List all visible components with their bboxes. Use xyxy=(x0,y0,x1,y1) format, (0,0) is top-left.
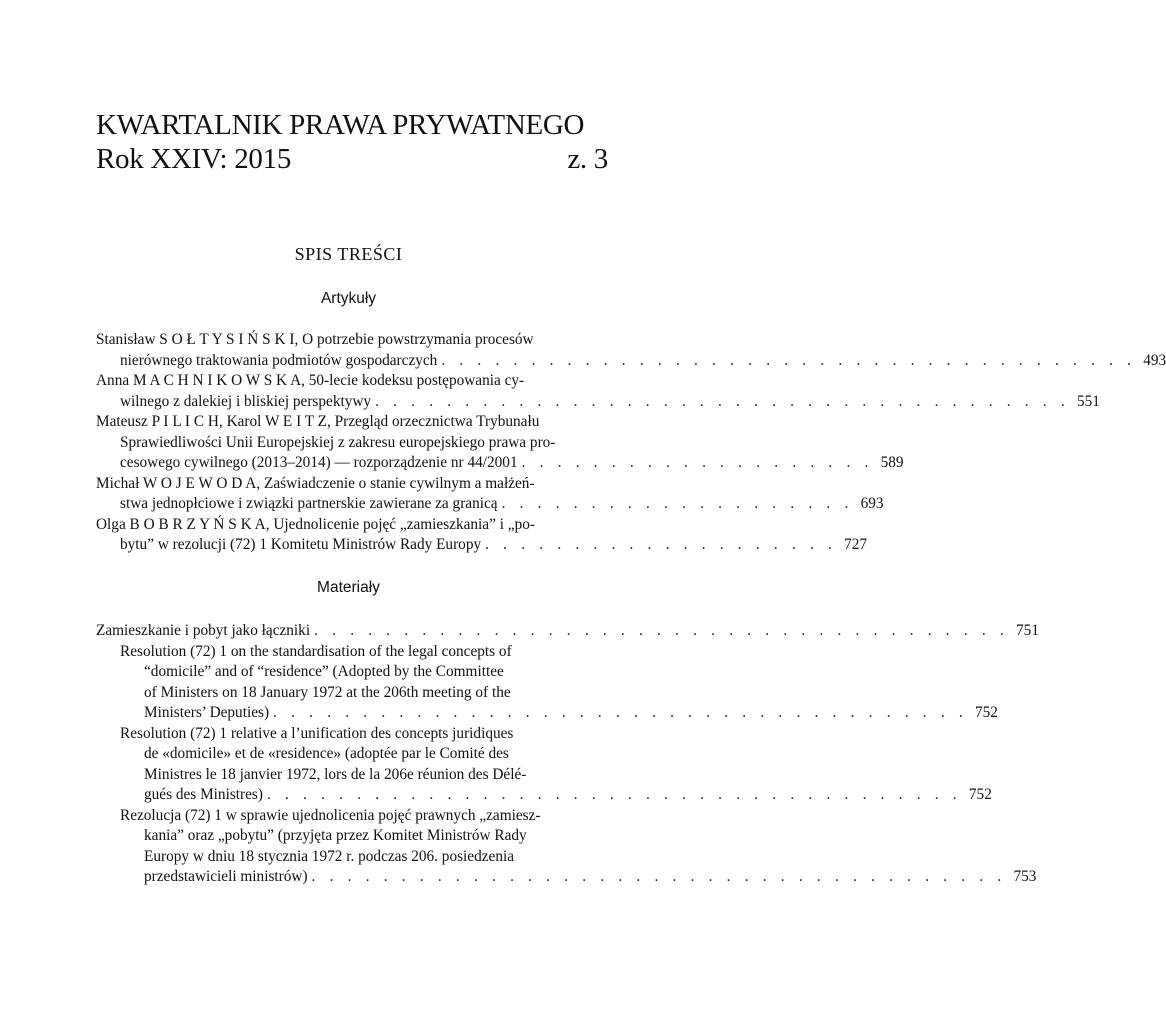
dot-leader: . . . . . . . . . . . . . . . . . . . . . . . . . . . . . . . . . . . . . . . xyxy=(273,704,968,721)
dot-leader: . . . . . . . . . . . . . . . . . . . . xyxy=(521,454,874,471)
dot-leader: . . . . . . . . . . . . . . . . . . . . . . . . . . . . . . . . . . . . . . . xyxy=(311,868,1007,885)
entry-line: Ministres le 18 janvier 1972, lors de la 206e réunion des Délé- xyxy=(144,765,527,783)
dot-leader: . . . . . . . . . . . . . . . . . . . . . . . . . . . . . . . . . . . . . . . xyxy=(375,392,1070,410)
section-heading-articles: Artykuły xyxy=(320,290,377,307)
entry-line: Stanisław S O Ł T Y S I Ń S K I, O potrzebie powstrzymania procesów xyxy=(96,331,534,348)
entry-line: Zamieszkanie i pobyt jako łączniki xyxy=(96,622,311,639)
entry-line: bytu” w rezolucji (72) 1 Komitetu Ministrów Rady Europy xyxy=(120,536,482,553)
articles-list xyxy=(96,330,1166,556)
page-number: 693 xyxy=(860,495,884,512)
entry-line: Resolution (72) 1 on the standardisation of the legal concepts of xyxy=(120,642,512,660)
entry-line: of Ministers on 18 January 1972 at the 206th meeting of the xyxy=(144,683,511,701)
toc-entry[interactable] xyxy=(96,515,868,556)
page-number: 589 xyxy=(880,454,904,471)
toc-entry[interactable] xyxy=(96,642,998,724)
dot-leader: . . . . . . . . . . . . . . . . . . . . xyxy=(485,536,838,553)
section-heading-materials: Materiały xyxy=(317,579,380,596)
entry-line: Mateusz P I L I C H, Karol W E I T Z, Przegląd orzecznictwa Trybunału xyxy=(96,413,540,430)
entry-line: “domicile” and of “residence” (Adopted by the Committee xyxy=(144,663,504,680)
dot-leader: . . . . . . . . . . . . . . . . . . . . . . . . . . . . . . . . . . . . . . . xyxy=(441,351,1137,369)
entry-line: gués des Ministres) xyxy=(144,786,263,803)
entry-line: Europy w dniu 18 stycznia 1972 r. podczas 206. posiedzenia xyxy=(144,847,515,865)
entry-line: stwa jednopłciowe i związki partnerskie zawierane za granicą xyxy=(120,495,498,512)
entry-line: Sprawiedliwości Unii Europejskiej z zakresu europejskiego prawa pro- xyxy=(120,433,556,451)
page-number: 753 xyxy=(1013,868,1037,885)
entry-line: de «domicile» et de «residence» (adoptée par le Comité des xyxy=(144,745,509,762)
toc-title: SPIS TREŚCI xyxy=(294,244,403,264)
toc-entry[interactable] xyxy=(96,371,1100,412)
journal-title: KWARTALNIK PRAWA PRYWATNEGO xyxy=(96,109,585,141)
entry-line: kania” oraz „pobytu” (przyjęta przez Komitet Ministrów Rady xyxy=(144,827,527,844)
toc-entry[interactable] xyxy=(96,474,884,515)
journal-issue-row xyxy=(96,142,608,176)
entry-line: Anna M A C H N I K O W S K A, 50-lecie kodeksu postępowania cy- xyxy=(96,372,525,389)
entry-line: Rezolucja (72) 1 w sprawie ujednolicenia pojęć prawnych „zamiesz- xyxy=(120,806,541,824)
dot-leader: . . . . . . . . . . . . . . . . . . . . . . . . . . . . . . . . . . . . . . . xyxy=(314,622,1009,639)
toc-entry[interactable] xyxy=(96,330,1166,371)
page-number: 551 xyxy=(1076,392,1100,410)
page-number: 493 xyxy=(1143,351,1166,369)
dot-leader: . . . . . . . . . . . . . . . . . . . . . . . . . . . . . . . . . . . . . . . xyxy=(266,786,962,803)
journal-year: Rok XXIV: 2015 xyxy=(96,143,292,175)
page-number: 751 xyxy=(1016,622,1039,639)
toc-entry[interactable] xyxy=(96,621,1039,642)
journal-header xyxy=(96,108,608,176)
toc-entry[interactable] xyxy=(96,412,904,474)
page-number: 752 xyxy=(968,786,992,803)
page-number: 752 xyxy=(974,704,998,721)
toc-entry[interactable] xyxy=(96,806,1037,888)
entry-line: cesowego cywilnego (2013–2014) — rozporządzenie nr 44/2001 xyxy=(120,454,518,471)
toc-entry[interactable] xyxy=(96,724,992,806)
entry-line: przedstawicieli ministrów) xyxy=(144,868,308,885)
page-number: 727 xyxy=(844,536,868,553)
entry-line: Olga B O B R Z Y Ń S K A, Ujednolicenie pojęć „zamieszkania” i „po- xyxy=(96,515,535,533)
journal-issue-number: z. 3 xyxy=(567,143,608,175)
materials-list xyxy=(96,621,1039,888)
entry-line: Ministers’ Deputies) xyxy=(144,704,270,721)
entry-line: wilnego z dalekiej i bliskiej perspektywy xyxy=(120,392,372,410)
entry-line: Michał W O J E W O D A, Zaświadczenie o stanie cywilnym a małżeń- xyxy=(96,474,535,492)
entry-line: nierównego traktowania podmiotów gospodarczych xyxy=(120,351,438,369)
dot-leader: . . . . . . . . . . . . . . . . . . . . xyxy=(501,495,854,512)
entry-line: Resolution (72) 1 relative a l’unification des concepts juridiques xyxy=(120,724,514,742)
